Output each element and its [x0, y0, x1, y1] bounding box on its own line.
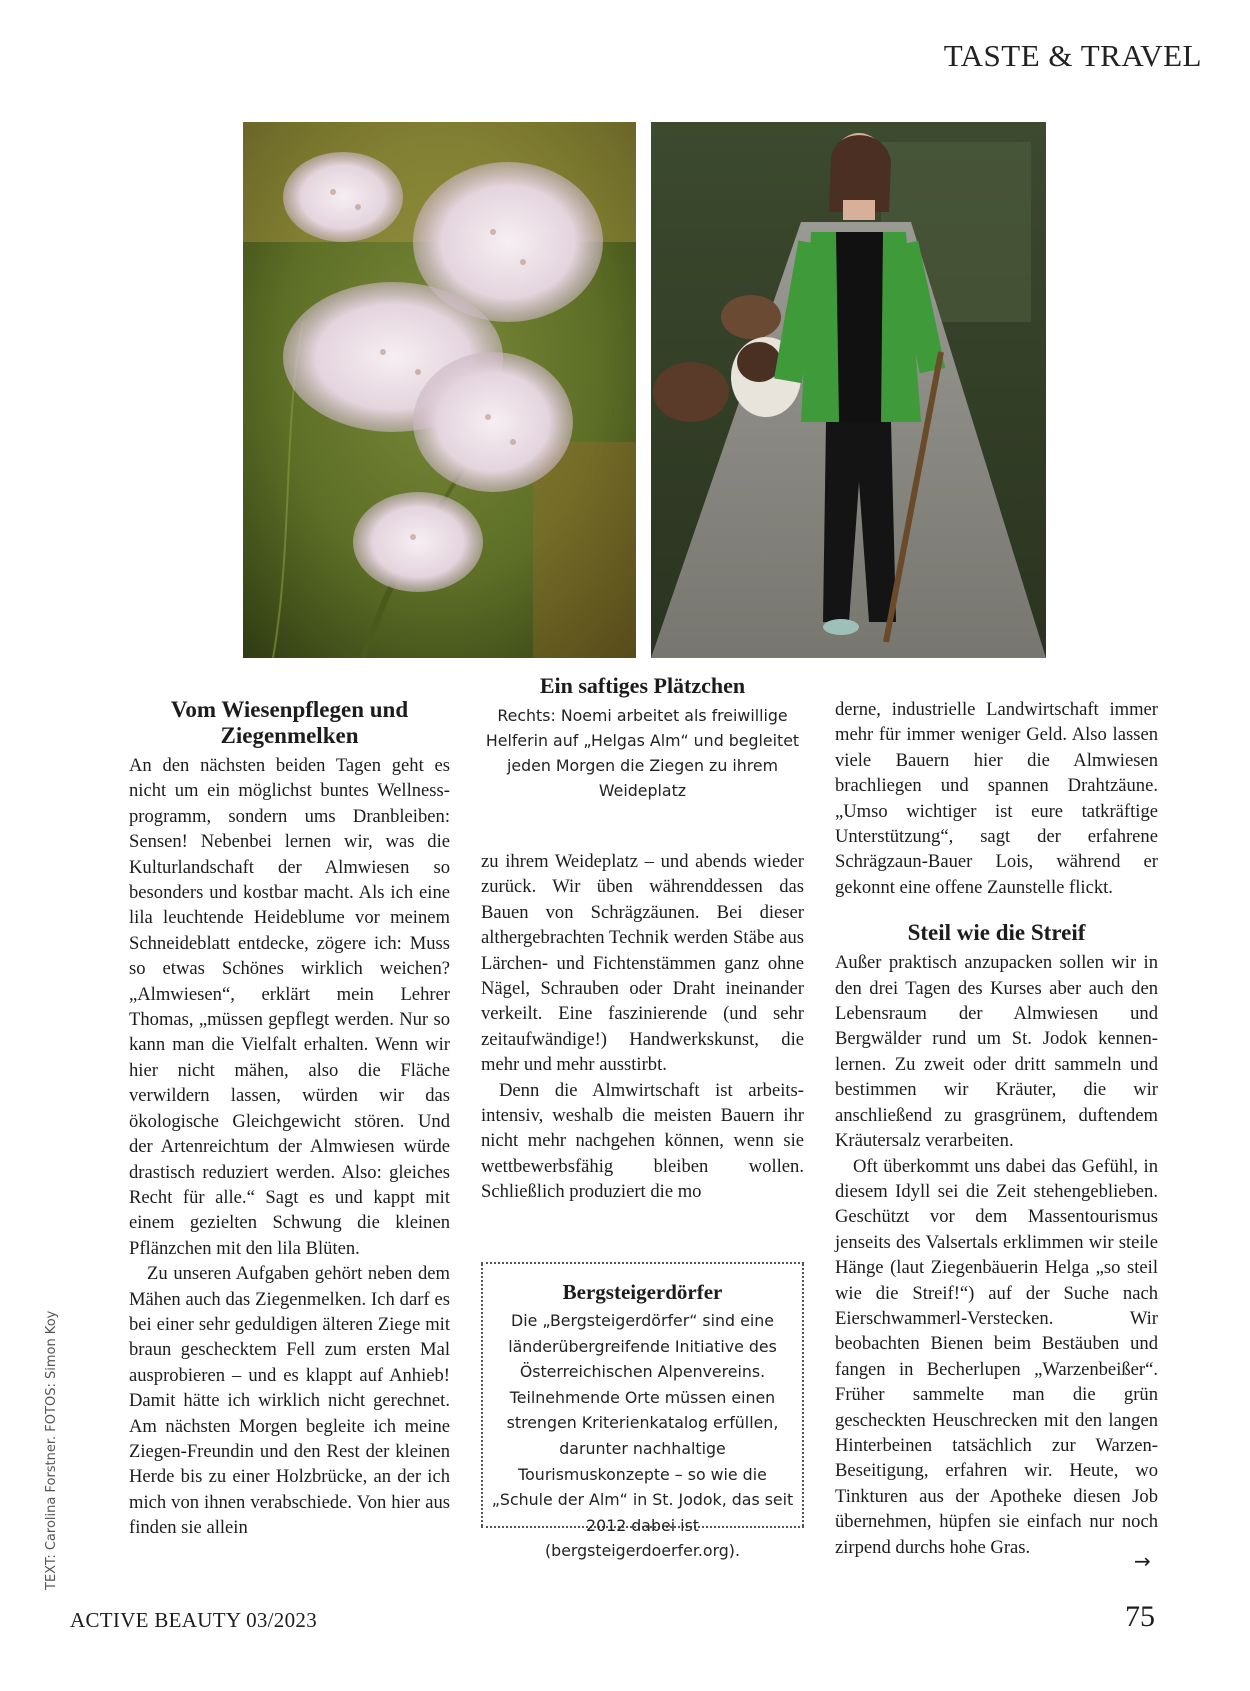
section-heading: Vom Wiesenpflegen und Ziegenmelken: [170, 697, 409, 748]
paragraph: Denn die Almwirtschaft ist arbeitsintensiv, weshalb die meisten Bauern ihr nicht mehr nachgehen können, wenn sie wettbewerbsfähig bleiben wollen. Schließlich produziert die mo: [481, 1079, 804, 1203]
section-heading: Steil wie die Streif: [907, 920, 1086, 946]
article-column-3: [835, 697, 1158, 1560]
section-label: TASTE & TRAVEL: [943, 38, 1202, 73]
caption-text: Rechts: Noemi arbeitet als freiwillige Helferin auf „Helgas Alm“ und begleitet jeden Morgen die Ziegen zu ihrem Weideplatz: [485, 706, 800, 800]
article-column-2: [481, 849, 804, 1205]
photo-credit: TEXT: Carolina Forstner. FOTOS: Simon Koy: [44, 1310, 59, 1590]
woman-goats-photo: [651, 122, 1046, 658]
paragraph: derne, industrielle Landwirtschaft immer mehr für immer weniger Geld. Also lassen viele Bauern hier die Almwiesen brachliegen und spannen Drahtzäune. „Umso wichtiger ist eure tatkräftige Unterstützung“, sagt der erfahrene Schrägzaun-Bauer Lois, während er gekonnt eine offene Zaunstelle flickt.: [835, 699, 1158, 898]
article-column-1: [129, 697, 450, 1541]
info-box-title: Bergsteigerdörfer: [562, 1280, 723, 1304]
paragraph: Außer praktisch anzupacken sollen wir in den drei Tagen des Kurses aber auch den Lebensraum der Almwiesen und Bergwälder rund um St. Jodok kennenlernen. Zu zweit oder dritt sammeln und bestimmen wir Kräuter, die wir anschließend zu grasgrünem, duftendem Kräutersalz verarbeiten.: [835, 952, 1158, 1152]
paragraph: An den nächsten beiden Tagen geht es nicht um ein möglichst buntes Wellnessprogramm, sondern ums Dranbleiben: Sensen! Nebenbei lernen wir, was die Kulturlandschaft der Almwiesen so besonders und kostbar macht. Als ich eine lila leuchtende Heideblume vor meinem Schneideblatt entdecke, zögere ich: Muss so etwas Schönes wirklich weichen? „Almwiesen“, erklärt mein Lehrer Thomas, „müssen gepflegt werden. Nur so kann man die Vielfalt erhalten. Wenn wir hier nicht mähen, also die Fläche verwildern lassen, würden wir das ökologische Gleichgewicht stören. Und der Artenreichtum der Almwiesen würde drastisch reduziert werden. Also: gleiches Recht für alle.“ Sagt es und kappt mit einem gezielten Schwung die kleinen Pflänzchen mit den lila Blüten.: [129, 755, 450, 1259]
magazine-issue: ACTIVE BEAUTY 03/2023: [70, 1608, 317, 1632]
info-box-text: Die „Bergsteigerdörfer“ sind eine länderübergreifende Initiative des Österreichischen Alpenvereins. Teilnehmende Orte müssen einen strengen Kriterienkatalog erfüllen, darunter nachhaltige Tourismuskonzepte – so wie die „Schule der Alm“ in St. Jodok, das seit 2012 dabei ist (bergsteigerdoerfer.org).: [491, 1311, 794, 1561]
caption-title: Ein saftiges Plätzchen: [539, 673, 746, 698]
flowers-photo: [243, 122, 636, 658]
info-box: [481, 1262, 804, 1561]
paragraph: Oft überkommt uns dabei das Gefühl, in diesem Idyll sei die Zeit stehengeblieben. Geschützt vor dem Massentourismus jenseits des Valsertals erklimmen wir steile Hänge (laut Ziegenbäuerin Helga „so steil wie die Streif!“) auf der Suche nach Eierschwammerl-Verstecken. Wir beobachten Bienen beim Bestäuben und fangen in Becherlupen „Warzenbeißer“. Früher sammelte man die grün gescheckten Heuschrecken mit den langen Hinterbeinen tatsächlich zur Warzen-Beseitigung, erfahren wir. Heute, wo Tinkturen aus der Apotheke diesen Job übernehmen, hüpfen sie einfach nur noch zirpend durchs hohe Gras.: [835, 1155, 1158, 1558]
continue-arrow-icon: →: [1134, 1549, 1151, 1573]
paragraph: Zu unseren Aufgaben gehört neben dem Mähen auch das Ziegenmelken. Ich darf es bei einer sehr geduldigen älteren Ziege mit braun geschecktem Fell zum ersten Mal ausprobieren – und es klappt auf Anhieb! Damit hätte ich wirklich nicht gerechnet. Am nächsten Morgen begleite ich meine Ziegen-Freundin und den Rest der kleinen Herde bis zu einer Holzbrücke, an der ich mich von ihnen verabschiede. Von hier aus finden sie allein: [129, 1263, 450, 1539]
page-number: 75: [1125, 1600, 1155, 1633]
paragraph: zu ihrem Weideplatz – und abends wieder zurück. Wir üben währenddessen das Bauen von Schrägzäunen. Bei dieser althergebrachten Technik werden Stäbe aus Lärchen- und Fichtenstämmen ganz ohne Nägel, Schrauben oder Draht ineinander verkeilt. Eine faszinierende (und sehr zeitaufwändige!) Handwerkskunst, die mehr und mehr ausstirbt.: [481, 851, 804, 1076]
photo-caption: [481, 672, 804, 803]
